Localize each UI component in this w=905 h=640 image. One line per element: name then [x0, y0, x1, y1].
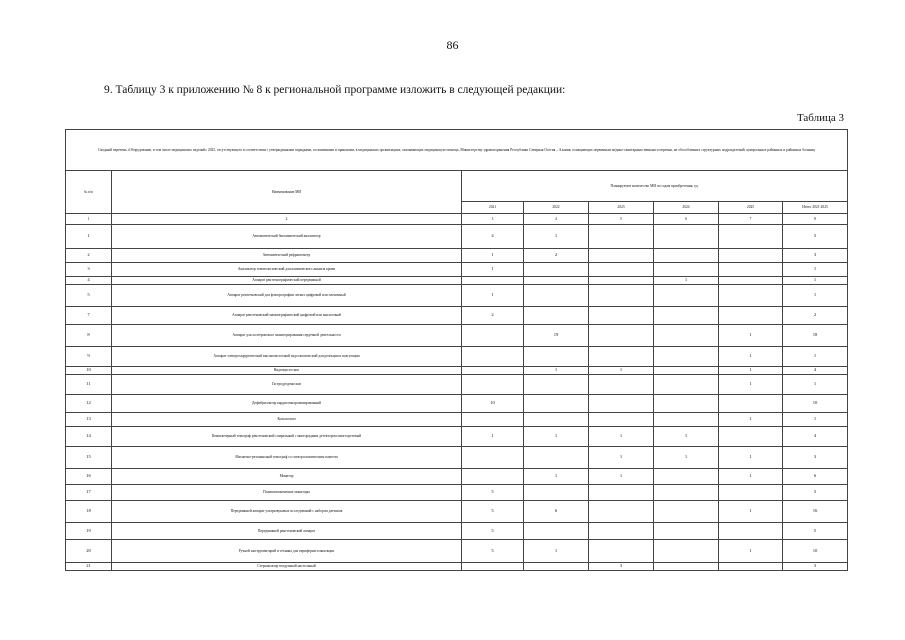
row-value: 1 [783, 277, 848, 285]
row-value [589, 540, 654, 563]
row-number: 8 [66, 325, 112, 347]
index-cell: 1 [66, 214, 112, 225]
row-value: 1 [462, 249, 524, 263]
table-row [66, 447, 848, 469]
table-row [66, 523, 848, 540]
table-caption: Сводный перечень «Оборудование, в том числе медицинских изделий» 2025, отсутствующего в соответствии с утвержденными порядками, положениями и приказами, в медицинских организациях, оказывающих медицинскую помощь, Министерству здравоохранения Республики Северная Осетия – Алания, оснащающих первичным медико-санитарным звеньям и перечни, не обособленных структурных подразделений, центральных районных и районных больниц [66, 130, 848, 171]
row-value: 1 [462, 427, 524, 447]
row-value [462, 563, 524, 571]
row-value: 4 [462, 225, 524, 249]
row-value [524, 523, 589, 540]
row-value: 10 [783, 540, 848, 563]
row-number: 17 [66, 485, 112, 501]
row-value: 1 [719, 367, 783, 375]
row-value: 1 [654, 427, 719, 447]
row-value [462, 277, 524, 285]
row-value: 1 [719, 375, 783, 395]
row-value: 5 [462, 523, 524, 540]
row-value [719, 395, 783, 413]
row-number: 10 [66, 367, 112, 375]
header-quantity: Планируемое количество МИ по годам приобретения, ед. [462, 171, 848, 202]
row-number: 16 [66, 469, 112, 485]
row-value: 1 [589, 367, 654, 375]
row-value [654, 367, 719, 375]
row-value [719, 263, 783, 277]
row-value [462, 367, 524, 375]
row-value [524, 307, 589, 325]
row-name: Автоматический биохимический анализатор [112, 225, 462, 249]
row-value: 1 [589, 427, 654, 447]
row-value: 1 [524, 540, 589, 563]
row-value: 1 [524, 469, 589, 485]
row-value: 16 [783, 501, 848, 523]
table-row [66, 469, 848, 485]
row-value: 5 [462, 501, 524, 523]
row-value [589, 523, 654, 540]
row-value: 5 [783, 523, 848, 540]
table-row [66, 325, 848, 347]
row-value [524, 413, 589, 427]
row-value [524, 395, 589, 413]
row-name: Аппарат электрохирургический высокочастотный эндоскопический для резекции и коагуляции [112, 347, 462, 367]
table-row [66, 501, 848, 523]
row-value: 1 [719, 540, 783, 563]
header-name: Наименование МИ [112, 171, 462, 214]
row-value [524, 375, 589, 395]
row-value [654, 563, 719, 571]
row-value [654, 249, 719, 263]
row-value: 1 [654, 447, 719, 469]
row-value [462, 469, 524, 485]
row-value: 1 [783, 413, 848, 427]
row-value [719, 427, 783, 447]
row-name: Аппарат для холтеровского мониторирования сердечной деятельности [112, 325, 462, 347]
row-value: 1 [524, 367, 589, 375]
table-row [66, 375, 848, 395]
row-value [524, 277, 589, 285]
table-body [66, 130, 848, 571]
row-name: Передвижной аппарат ультразвуковых исследований с набором датчиков [112, 501, 462, 523]
table-row [66, 277, 848, 285]
row-value: 1 [589, 469, 654, 485]
index-cell: 6 [654, 214, 719, 225]
row-value: 1 [524, 225, 589, 249]
row-name: Видеоцистоскоп [112, 367, 462, 375]
header-year: 2022 [524, 202, 589, 214]
row-value: 5 [462, 540, 524, 563]
row-value: 3 [783, 563, 848, 571]
row-value: 4 [783, 367, 848, 375]
table-row [66, 413, 848, 427]
row-number: 19 [66, 523, 112, 540]
row-value: 1 [783, 285, 848, 307]
row-value: 3 [783, 447, 848, 469]
index-cell: 4 [524, 214, 589, 225]
row-name: Компьютерный томограф рентгеновский спиральный с многорядным детектором многосрезовый [112, 427, 462, 447]
row-value [589, 347, 654, 367]
row-value: 10 [462, 395, 524, 413]
row-value [462, 413, 524, 427]
row-value [719, 523, 783, 540]
header-year: 2024 [654, 202, 719, 214]
row-value: 1 [719, 413, 783, 427]
row-value [524, 447, 589, 469]
row-value [654, 325, 719, 347]
row-value [654, 285, 719, 307]
row-value [524, 263, 589, 277]
row-number: 7 [66, 307, 112, 325]
row-value: 2 [783, 307, 848, 325]
row-value: 2 [462, 307, 524, 325]
row-name: Поликомпонентные мониторы [112, 485, 462, 501]
row-value [462, 375, 524, 395]
table-row [66, 307, 848, 325]
row-value [589, 413, 654, 427]
row-value: 1 [719, 501, 783, 523]
row-number: 9 [66, 347, 112, 367]
row-value: 1 [654, 277, 719, 285]
row-value: 6 [524, 501, 589, 523]
row-value [589, 485, 654, 501]
row-value: 1 [462, 285, 524, 307]
row-value [654, 307, 719, 325]
row-value [654, 347, 719, 367]
row-value [524, 347, 589, 367]
row-value [654, 395, 719, 413]
row-value [719, 563, 783, 571]
row-value [589, 263, 654, 277]
row-value: 1 [783, 347, 848, 367]
row-value [462, 447, 524, 469]
row-value [719, 485, 783, 501]
row-value [654, 263, 719, 277]
row-value [719, 307, 783, 325]
row-value: 1 [719, 347, 783, 367]
page-number: 86 [446, 38, 459, 52]
row-name: Магнитно-резонансный томограф со спектроскопическим пакетом [112, 447, 462, 469]
row-value [719, 249, 783, 263]
row-value [524, 485, 589, 501]
row-value [524, 285, 589, 307]
row-value [719, 277, 783, 285]
row-value: 2 [524, 249, 589, 263]
row-name: Кольпоскоп [112, 413, 462, 427]
row-value [719, 285, 783, 307]
row-value [589, 285, 654, 307]
row-value [654, 540, 719, 563]
row-value: 3 [783, 249, 848, 263]
row-value [654, 485, 719, 501]
table-label: Таблица 3 [796, 112, 844, 124]
table-row [66, 285, 848, 307]
header-total: Итого 2021-2025 [783, 202, 848, 214]
row-name: Ручной инструментарий и техника для периферии и инъекции [112, 540, 462, 563]
row-number: 1 [66, 225, 112, 249]
header-year: 2023 [589, 202, 654, 214]
equipment-table [65, 129, 848, 571]
row-name: Передвижной рентгеновский аппарат [112, 523, 462, 540]
row-value: 5 [783, 225, 848, 249]
row-value: 1 [783, 375, 848, 395]
row-value: 5 [462, 485, 524, 501]
row-name: Монитор [112, 469, 462, 485]
index-cell: 3 [462, 214, 524, 225]
row-value: 19 [524, 325, 589, 347]
index-cell: 5 [589, 214, 654, 225]
row-name: Автоматический рефрактометр [112, 249, 462, 263]
row-number: 4 [66, 277, 112, 285]
table-row [66, 347, 848, 367]
row-value [654, 225, 719, 249]
row-number: 18 [66, 501, 112, 523]
row-value: 1 [719, 447, 783, 469]
row-number: 21 [66, 563, 112, 571]
row-value [589, 395, 654, 413]
row-number: 13 [66, 413, 112, 427]
index-cell: 7 [719, 214, 783, 225]
row-number: 20 [66, 540, 112, 563]
index-cell: 8 [783, 214, 848, 225]
row-value [462, 347, 524, 367]
row-value: 1 [719, 325, 783, 347]
row-value: 4 [783, 427, 848, 447]
row-number: 3 [66, 263, 112, 277]
row-name: Аппарат рентгеновский для флюорографии легких цифровой или пленочный [112, 285, 462, 307]
row-number: 15 [66, 447, 112, 469]
row-value [589, 325, 654, 347]
row-name: Аппарат рентгеновский маммографический цифровой или аналоговый [112, 307, 462, 325]
row-value: 1 [719, 469, 783, 485]
row-value [654, 501, 719, 523]
row-number: 5 [66, 285, 112, 307]
row-value [654, 413, 719, 427]
document-heading: 9. Таблицу 3 к приложению № 8 к региональной программе изложить в следующей редакции: [104, 84, 566, 96]
row-value: 1 [783, 263, 848, 277]
table-row [66, 367, 848, 375]
row-number: 14 [66, 427, 112, 447]
row-number: 2 [66, 249, 112, 263]
table-row [66, 225, 848, 249]
row-value [589, 249, 654, 263]
row-value: 1 [589, 447, 654, 469]
row-value: 10 [783, 395, 848, 413]
row-value [589, 307, 654, 325]
row-value [589, 375, 654, 395]
row-value [654, 375, 719, 395]
row-value [589, 225, 654, 249]
row-number: 12 [66, 395, 112, 413]
row-name: Гастродуоденоскоп [112, 375, 462, 395]
row-number: 11 [66, 375, 112, 395]
header-number: № п/п [66, 171, 112, 214]
row-value [719, 225, 783, 249]
row-name: Анализатор гематологический для клинического анализа крови [112, 263, 462, 277]
table-row [66, 563, 848, 571]
header-year: 2025 [719, 202, 783, 214]
index-cell: 2 [112, 214, 462, 225]
row-value: 3 [589, 563, 654, 571]
table-row [66, 485, 848, 501]
row-name: Аппарат рентгенографический передвижной [112, 277, 462, 285]
row-value [589, 501, 654, 523]
row-value: 18 [783, 325, 848, 347]
row-value: 1 [524, 427, 589, 447]
row-value [589, 277, 654, 285]
row-name: Стерилизатор воздушный настольный [112, 563, 462, 571]
table-row [66, 395, 848, 413]
row-name: Дефибриллятор кардиосинхронизированный [112, 395, 462, 413]
header-year: 2021 [462, 202, 524, 214]
table-row [66, 263, 848, 277]
row-value [654, 469, 719, 485]
row-value [654, 523, 719, 540]
row-value: 6 [783, 469, 848, 485]
row-value [524, 563, 589, 571]
row-value: 5 [783, 485, 848, 501]
row-value: 1 [462, 263, 524, 277]
table-row [66, 427, 848, 447]
row-value [462, 325, 524, 347]
table-row [66, 249, 848, 263]
table-row [66, 540, 848, 563]
